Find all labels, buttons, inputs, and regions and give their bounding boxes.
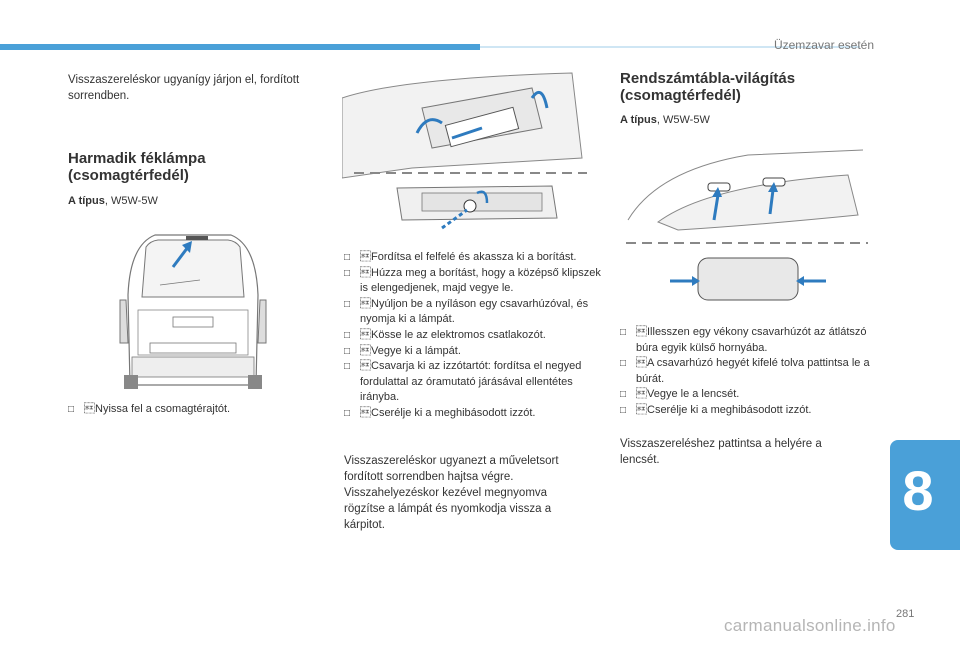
step-item:  □ Kösse le az elektromos csatlakozót. — [344, 328, 606, 344]
cover-removal-illustration — [342, 68, 592, 236]
bulb-type-1: A típus, W5W-5W — [68, 195, 158, 207]
chapter-number: 8 — [902, 459, 934, 522]
column-2-note — [344, 453, 584, 533]
bulb-type-3: A típus, W5W-5W — [620, 114, 710, 126]
van-rear-illustration — [110, 225, 276, 390]
square-bullet-icon:  □ — [620, 327, 627, 338]
square-bullet-icon:  □ — [344, 329, 351, 341]
column-2-steps — [344, 250, 606, 422]
square-bullet-icon:  □ — [344, 252, 351, 263]
square-bullet-icon:  □ — [344, 361, 351, 373]
reinstall-note: Visszaszereléshez pattintsa a helyére a lencsét. — [620, 438, 822, 466]
square-bullet-icon:  □ — [344, 407, 351, 419]
square-bullet-icon:  □ — [620, 404, 627, 416]
square-bullet-icon:  □ — [344, 298, 351, 310]
column-1 — [68, 72, 328, 104]
step-item:  □ Cserélje ki a meghibásodott izzót. — [344, 406, 606, 422]
chapter-title: Üzemzavar esetén — [773, 38, 874, 52]
plate-light-illustration — [618, 140, 872, 302]
square-bullet-icon:  □ — [344, 267, 351, 279]
reinstall-note: Visszaszereléskor ugyanezt a műveletsort fordított sorrendben hajtsa végre. Visszahelyezéskor kezével megnyomva rögzítse a lámpát és nyomkodja vissza a kárpitot. — [344, 455, 559, 531]
section-heading-plate-light: Rendszámtábla-világítás (csomagtérfedél) — [620, 70, 796, 104]
column-1-steps — [68, 402, 318, 418]
chapter-tab — [890, 440, 960, 550]
step-item:  □ Cserélje ki a meghibásodott izzót. — [620, 403, 882, 419]
square-bullet-icon:  □ — [620, 358, 627, 370]
step-item:  □ Vegye le a lencsét. — [620, 387, 882, 403]
third-brake-light-shape — [186, 236, 208, 240]
column-3-steps — [620, 325, 882, 419]
square-bullet-icon:  □ — [344, 345, 351, 357]
step-item:  □ A csavarhúzó hegyét kifelé tolva pattintsa le a búrát. — [620, 356, 882, 387]
step-item:  □ Vegye ki a lámpát. — [344, 344, 606, 360]
step-item:  □ Illesszen egy vékony csavarhúzót az átlátszó búra egyik külső hornyába. — [620, 325, 882, 356]
page-number: 281 — [896, 608, 915, 620]
section-heading-third-brake-light: Harmadik féklámpa (csomagtérfedél) — [68, 150, 206, 184]
step-item:  □ Nyúljon be a nyíláson egy csavarhúzóval, és nyomja ki a lámpát. — [344, 297, 606, 328]
step-item:  □ Csavarja ki az izzótartót: fordítsa el negyed fordulattal az óramutató járásával ellentétes irányba. — [344, 359, 606, 406]
step-item:  □ Fordítsa el felfelé és akassza ki a borítást. — [344, 250, 606, 266]
square-bullet-icon:  □ — [68, 404, 75, 415]
column-3-heading-block — [620, 70, 870, 104]
step-item:  □ Húzza meg a borítást, hogy a középső klipszek is elengedjenek, majd vegye le. — [344, 266, 606, 297]
square-bullet-icon:  □ — [620, 389, 627, 401]
watermark: carmanualsonline.info — [724, 616, 896, 635]
header-accent-bar — [0, 44, 480, 50]
column-1-heading-block — [68, 150, 308, 184]
column-3-note — [620, 436, 860, 468]
intro-text: Visszaszereléskor ugyanígy járjon el, fordított sorrendben. — [68, 74, 300, 102]
step-item:  □ Nyissa fel a csomagtérajtót. — [68, 402, 318, 418]
